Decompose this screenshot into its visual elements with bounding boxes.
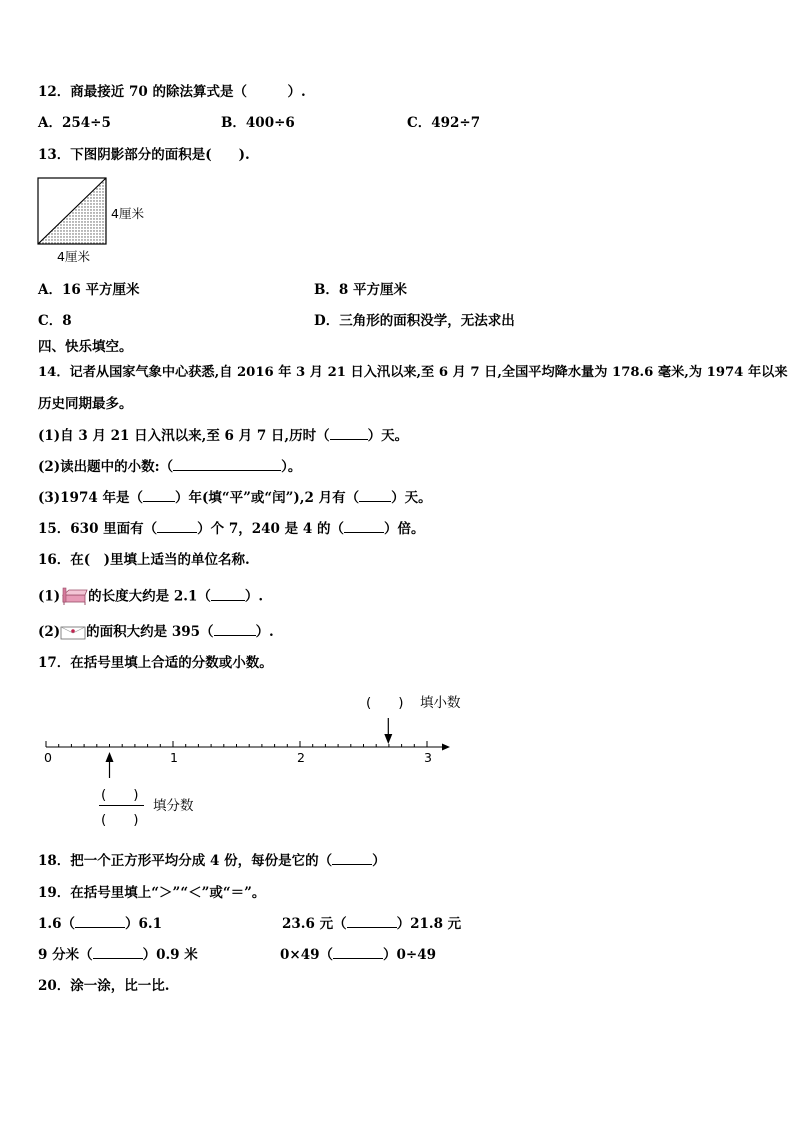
- q19-a-blank[interactable]: [75, 915, 125, 928]
- fraction-numerator-parens[interactable]: ( ): [101, 787, 139, 803]
- q18: [38, 852, 386, 870]
- q14-part1-text: (1)自 3 月 21 日入汛以来,至 6 月 7 日,历时（: [38, 428, 330, 444]
- q14-part2-text: (2)读出题中的小数:（: [38, 459, 174, 475]
- number-line: [38, 712, 458, 782]
- q16-part2-num: (2): [38, 624, 61, 640]
- q19-item-d: [280, 946, 436, 964]
- q18-blank[interactable]: [332, 852, 372, 865]
- q19-item-a: [38, 915, 162, 933]
- q17-stem: 17．在括号里填上合适的分数或小数。: [38, 655, 273, 671]
- label-side-length: 4厘米: [111, 206, 144, 221]
- q13-option-a: A．16 平方厘米: [38, 282, 140, 298]
- q19-a-left: 1.6（: [38, 916, 75, 932]
- q14-part3-blank-year[interactable]: [143, 489, 175, 502]
- tick-label-0: 0: [44, 750, 52, 765]
- q19-c-left: 9 分米（: [38, 947, 93, 963]
- q13-option-c: C．8: [38, 313, 72, 329]
- decimal-label: 填小数: [420, 695, 461, 711]
- q19-a-right: ）6.1: [125, 916, 162, 932]
- q15-end: ）倍。: [383, 521, 425, 537]
- q14-part3-mid: ）年(填“平”或“闰”),2 月有（: [174, 490, 360, 506]
- q19-d-left: 0×49（: [280, 947, 333, 963]
- section-heading: 四、快乐填空。: [38, 339, 133, 355]
- q19-item-c: [38, 946, 198, 964]
- q16-part1-num: (1): [38, 588, 61, 605]
- q19-b-right: ）21.8 元: [396, 916, 462, 932]
- label-bottom-length: 4厘米: [57, 249, 90, 264]
- q20-stem: 20．涂一涂，比一比.: [38, 978, 170, 994]
- q14-part1-end: ）天。: [367, 428, 409, 444]
- q15-text: 15．630 里面有（: [38, 521, 158, 537]
- q19-c-right: ）0.9 米: [142, 947, 198, 963]
- q14-part2: [38, 458, 301, 476]
- number-line-arrowhead: [442, 744, 450, 751]
- decimal-pointer-arrowhead: [384, 734, 392, 744]
- fraction-label: 填分数: [153, 798, 194, 814]
- q18-text: 18．把一个正方形平均分成 4 份，每份是它的（: [38, 853, 333, 869]
- q15-mid: ）个 7，240 是 4 的（: [197, 521, 344, 537]
- q19-c-blank[interactable]: [93, 946, 143, 959]
- q14-part1-blank[interactable]: [330, 427, 368, 440]
- q12-stem: 12．商最接近 70 的除法算式是（ ）.: [38, 84, 306, 100]
- q14-part1: [38, 427, 408, 445]
- q19-b-left: 23.6 元（: [282, 916, 347, 932]
- q13-option-d: D．三角形的面积没学，无法求出: [314, 313, 515, 329]
- q14-part3: [38, 489, 432, 507]
- q19-stem: 19．在括号里填上“＞”“＜”或“＝”。: [38, 885, 266, 901]
- tick-label-3: 3: [424, 750, 432, 765]
- q15: [38, 520, 424, 538]
- q14-part3-end: ）天。: [391, 490, 432, 506]
- q12-option-c: C．492÷7: [407, 115, 481, 131]
- q13-option-b: B．8 平方厘米: [314, 282, 408, 298]
- q14-part3-blank-days[interactable]: [359, 489, 391, 502]
- q12-option-b: B．400÷6: [221, 115, 295, 131]
- fraction-pointer-arrowhead: [106, 752, 114, 762]
- shaded-square-figure: [36, 176, 110, 248]
- q16-part1-end: ）.: [244, 588, 264, 605]
- decimal-answer-parens[interactable]: ( ): [366, 695, 404, 711]
- q16-stem: 16．在( )里填上适当的单位名称.: [38, 552, 250, 568]
- q16-part2-text: 的面积大约是 395（: [86, 624, 214, 640]
- q14-stem-line1: 14．记者从国家气象中心获悉,自 2016 年 3 月 21 日入汛以来,至 6 月 7 日,全国平均降水量为 178.6 毫米,为 1974 年以来: [38, 365, 788, 380]
- q14-part2-end: ）。: [281, 459, 302, 475]
- q15-blank-1[interactable]: [157, 520, 197, 533]
- q16-part2: [38, 623, 274, 641]
- tick-label-1: 1: [170, 750, 178, 765]
- q16-part2-end: ）.: [255, 624, 274, 640]
- q13-stem: 13．下图阴影部分的面积是( ).: [38, 147, 250, 163]
- q19-item-b: [282, 915, 461, 933]
- q19-b-blank[interactable]: [347, 915, 397, 928]
- q15-blank-2[interactable]: [344, 520, 384, 533]
- q16-part1-blank[interactable]: [211, 588, 245, 601]
- bed-icon: [60, 587, 88, 607]
- tick-label-2: 2: [297, 750, 305, 765]
- q12-option-a: A．254÷5: [38, 115, 111, 131]
- q16-part1-text: 的长度大约是 2.1（: [88, 588, 211, 605]
- fraction-denominator-parens[interactable]: ( ): [101, 812, 139, 828]
- q18-end: ）: [372, 853, 386, 869]
- fraction-bar: [99, 805, 144, 806]
- q14-stem-line2: 历史同期最多。: [38, 396, 133, 412]
- q14-part2-blank[interactable]: [173, 458, 281, 471]
- q14-part3-text: (3)1974 年是（: [38, 490, 143, 506]
- envelope-icon: [60, 625, 86, 641]
- q16-part2-blank[interactable]: [214, 623, 256, 636]
- q16-part1: [38, 587, 263, 607]
- q19-d-right: ）0÷49: [383, 947, 436, 963]
- q19-d-blank[interactable]: [333, 946, 383, 959]
